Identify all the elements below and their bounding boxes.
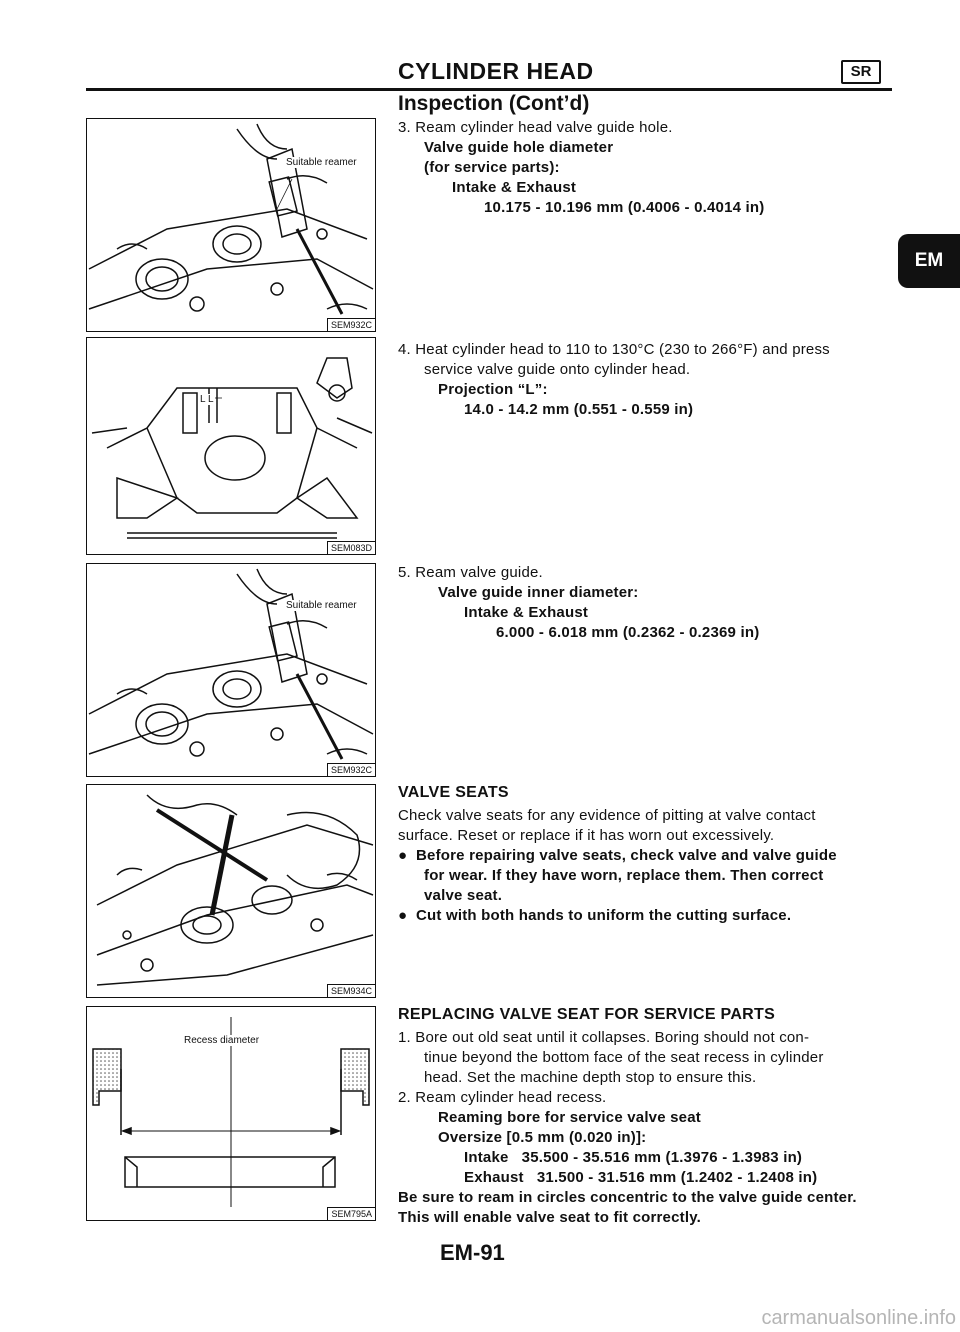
spec-label: Oversize [0.5 mm (0.020 in)]: (438, 1129, 647, 1146)
projection-label: L L (200, 394, 214, 405)
figure-reamer-2 (86, 563, 376, 777)
bullet-icon: ● (398, 847, 416, 864)
intake-spec: Intake 35.500 - 35.516 mm (1.3976 - 1.3983 in) (464, 1149, 803, 1166)
step-3-line: 3. Ream cylinder head valve guide hole. (398, 119, 673, 136)
spec-value: 14.0 - 14.2 mm (0.551 - 0.559 in) (464, 401, 694, 418)
reamer-illustration (87, 564, 375, 776)
step-line: 1. Bore out old seat until it collapses. Boring should not con- (398, 1029, 810, 1046)
spec-label: Reaming bore for service valve seat (438, 1109, 701, 1126)
spec-label: (for service parts): (424, 159, 560, 176)
step-4-block (398, 340, 830, 420)
reamer-illustration (87, 119, 375, 331)
step-line: head. Set the machine depth stop to ensure this. (424, 1069, 757, 1086)
page-subtitle: Inspection (Cont’d) (398, 92, 590, 115)
bullet-item (398, 846, 837, 866)
bullet-text: Before repairing valve seats, check valve and valve guide (416, 847, 837, 864)
figure-label: Suitable reamer (286, 600, 357, 611)
figure-code: SEM932C (327, 318, 375, 331)
valve-guide-illustration (87, 338, 375, 554)
spec-label: Intake & Exhaust (464, 604, 589, 621)
body-line: surface. Reset or replace if it has worn out excessively. (398, 827, 775, 844)
bullet-item (398, 906, 837, 926)
section-tab[interactable]: EM (898, 234, 960, 288)
bullet-text: Cut with both hands to uniform the cutting surface. (416, 907, 792, 924)
header-divider (86, 88, 892, 91)
figure-recess-diameter (86, 1006, 376, 1221)
step-3-block (398, 118, 764, 218)
note-line: This will enable valve seat to fit correctly. (398, 1209, 701, 1226)
bullet-text: valve seat. (424, 887, 503, 904)
figure-projection (86, 337, 376, 555)
figure-code: SEM934C (327, 984, 375, 997)
recess-label: Recess diameter (184, 1035, 260, 1046)
spec-value: 6.000 - 6.018 mm (0.2362 - 0.2369 in) (496, 624, 760, 641)
page-number: EM-91 (440, 1240, 505, 1265)
note-line: Be sure to ream in circles concentric to the valve guide center. (398, 1189, 857, 1206)
footer-watermark[interactable]: carmanualsonline.info (761, 1307, 956, 1329)
spec-label: Valve guide hole diameter (424, 139, 614, 156)
step-4-line: service valve guide onto cylinder head. (424, 361, 691, 378)
seat-cutter-illustration (87, 785, 375, 997)
step-5-block (398, 563, 759, 643)
figure-reamer-1 (86, 118, 376, 332)
step-line: tinue beyond the bottom face of the seat recess in cylinder (424, 1049, 824, 1066)
step-4-line: 4. Heat cylinder head to 110 to 130°C (230 to 266°F) and press (398, 341, 830, 358)
bullet-text: for wear. If they have worn, replace them. Then correct (424, 867, 824, 884)
step-line: 2. Ream cylinder head recess. (398, 1089, 607, 1106)
replacing-heading: REPLACING VALVE SEAT FOR SERVICE PARTS (398, 1006, 776, 1023)
bullet-icon: ● (398, 907, 416, 924)
spec-value: 10.175 - 10.196 mm (0.4006 - 0.4014 in) (484, 199, 765, 216)
figure-valve-seat-cutting (86, 784, 376, 998)
replacing-block (398, 1028, 857, 1228)
valve-seats-block (398, 806, 837, 926)
figure-label: Suitable reamer (286, 157, 357, 168)
figure-code: SEM083D (327, 541, 375, 554)
body-line: Check valve seats for any evidence of pitting at valve contact (398, 807, 816, 824)
engine-badge: SR (841, 60, 881, 84)
figure-code: SEM795A (327, 1207, 375, 1220)
section-title: CYLINDER HEAD (398, 58, 594, 84)
spec-label: Intake & Exhaust (452, 179, 577, 196)
exhaust-spec: Exhaust 31.500 - 31.516 mm (1.2402 - 1.2408 in) (464, 1169, 818, 1186)
valve-seats-heading: VALVE SEATS (398, 784, 509, 801)
spec-label: Valve guide inner diameter: (438, 584, 639, 601)
spec-label: Projection “L”: (438, 381, 548, 398)
figure-code: SEM932C (327, 763, 375, 776)
step-5-line: 5. Ream valve guide. (398, 564, 543, 581)
